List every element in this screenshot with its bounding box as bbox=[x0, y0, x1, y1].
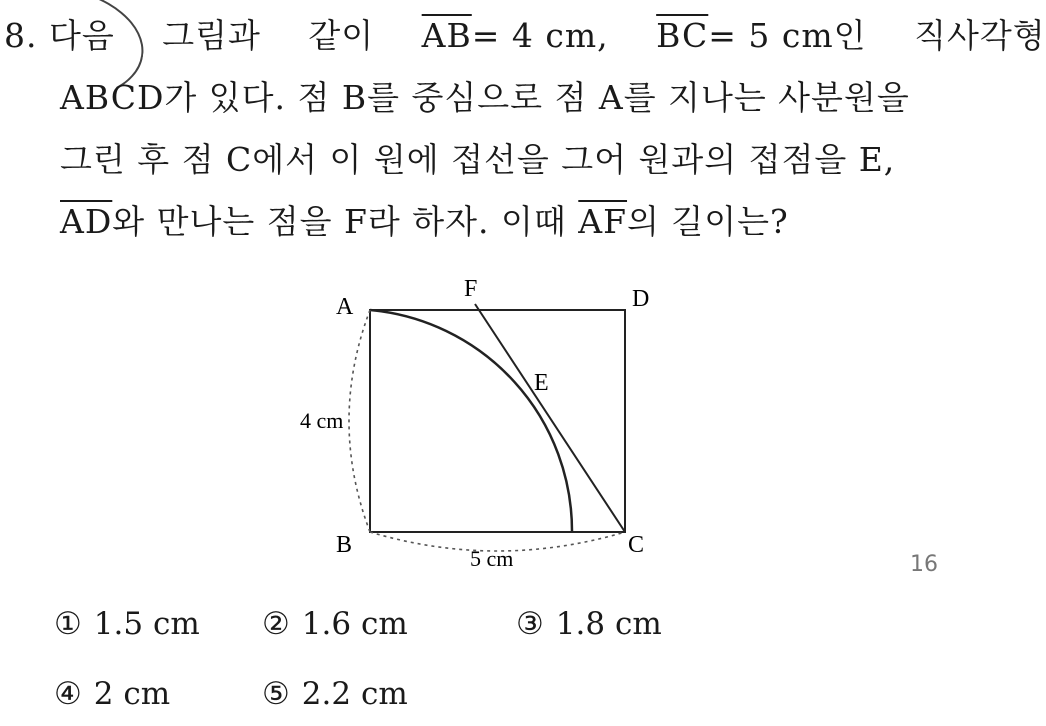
label-c: C bbox=[628, 532, 645, 558]
label-d: D bbox=[632, 286, 650, 312]
choice-2[interactable]: ② 1.6 cm bbox=[262, 606, 408, 642]
label-e: E bbox=[534, 370, 549, 396]
label-side-bc: 5 cm bbox=[470, 546, 514, 571]
question-line-3: 그린 후 점 C에서 이 원에 접선을 그어 원과의 접점을 E, bbox=[60, 140, 896, 179]
choice-4[interactable]: ④ 2 cm bbox=[54, 676, 171, 712]
choice-1[interactable]: ① 1.5 cm bbox=[54, 606, 200, 642]
label-f: F bbox=[464, 276, 478, 302]
rectangle-abcd bbox=[370, 310, 625, 532]
question-line-2: ABCD가 있다. 점 B를 중심으로 점 A를 지나는 사분원을 bbox=[60, 78, 910, 117]
segment-ab: $\overline{AB}$ bbox=[421, 16, 472, 55]
question-line-1: 8. 다음 그림과 같이 $\overline{AB}= 4$ cm, $\overline{BC}= 5$ cm인 직사각형 bbox=[4, 16, 1046, 55]
segment-bc: $\overline{BC}$ bbox=[656, 16, 709, 55]
dimension-curve-ab bbox=[349, 310, 370, 532]
question-number: 8. bbox=[4, 16, 38, 55]
question-line-4: $\overline{AD}$와 만나는 점을 F라 하자. 이때 $\overline{AF}$의 길이는? bbox=[60, 202, 789, 241]
label-side-ab: 4 cm bbox=[300, 408, 344, 433]
segment-af: $\overline{AF}$ bbox=[578, 202, 628, 241]
tangent-line-cf bbox=[475, 304, 625, 532]
quarter-arc bbox=[370, 310, 572, 532]
geometry-figure bbox=[270, 270, 690, 590]
label-a: A bbox=[336, 294, 354, 320]
choice-3[interactable]: ③ 1.8 cm bbox=[516, 606, 662, 642]
label-b: B bbox=[336, 532, 353, 558]
segment-ad: $\overline{AD}$ bbox=[60, 202, 113, 241]
handwritten-note: 16 bbox=[910, 552, 938, 577]
choice-5[interactable]: ⑤ 2.2 cm bbox=[262, 676, 408, 712]
